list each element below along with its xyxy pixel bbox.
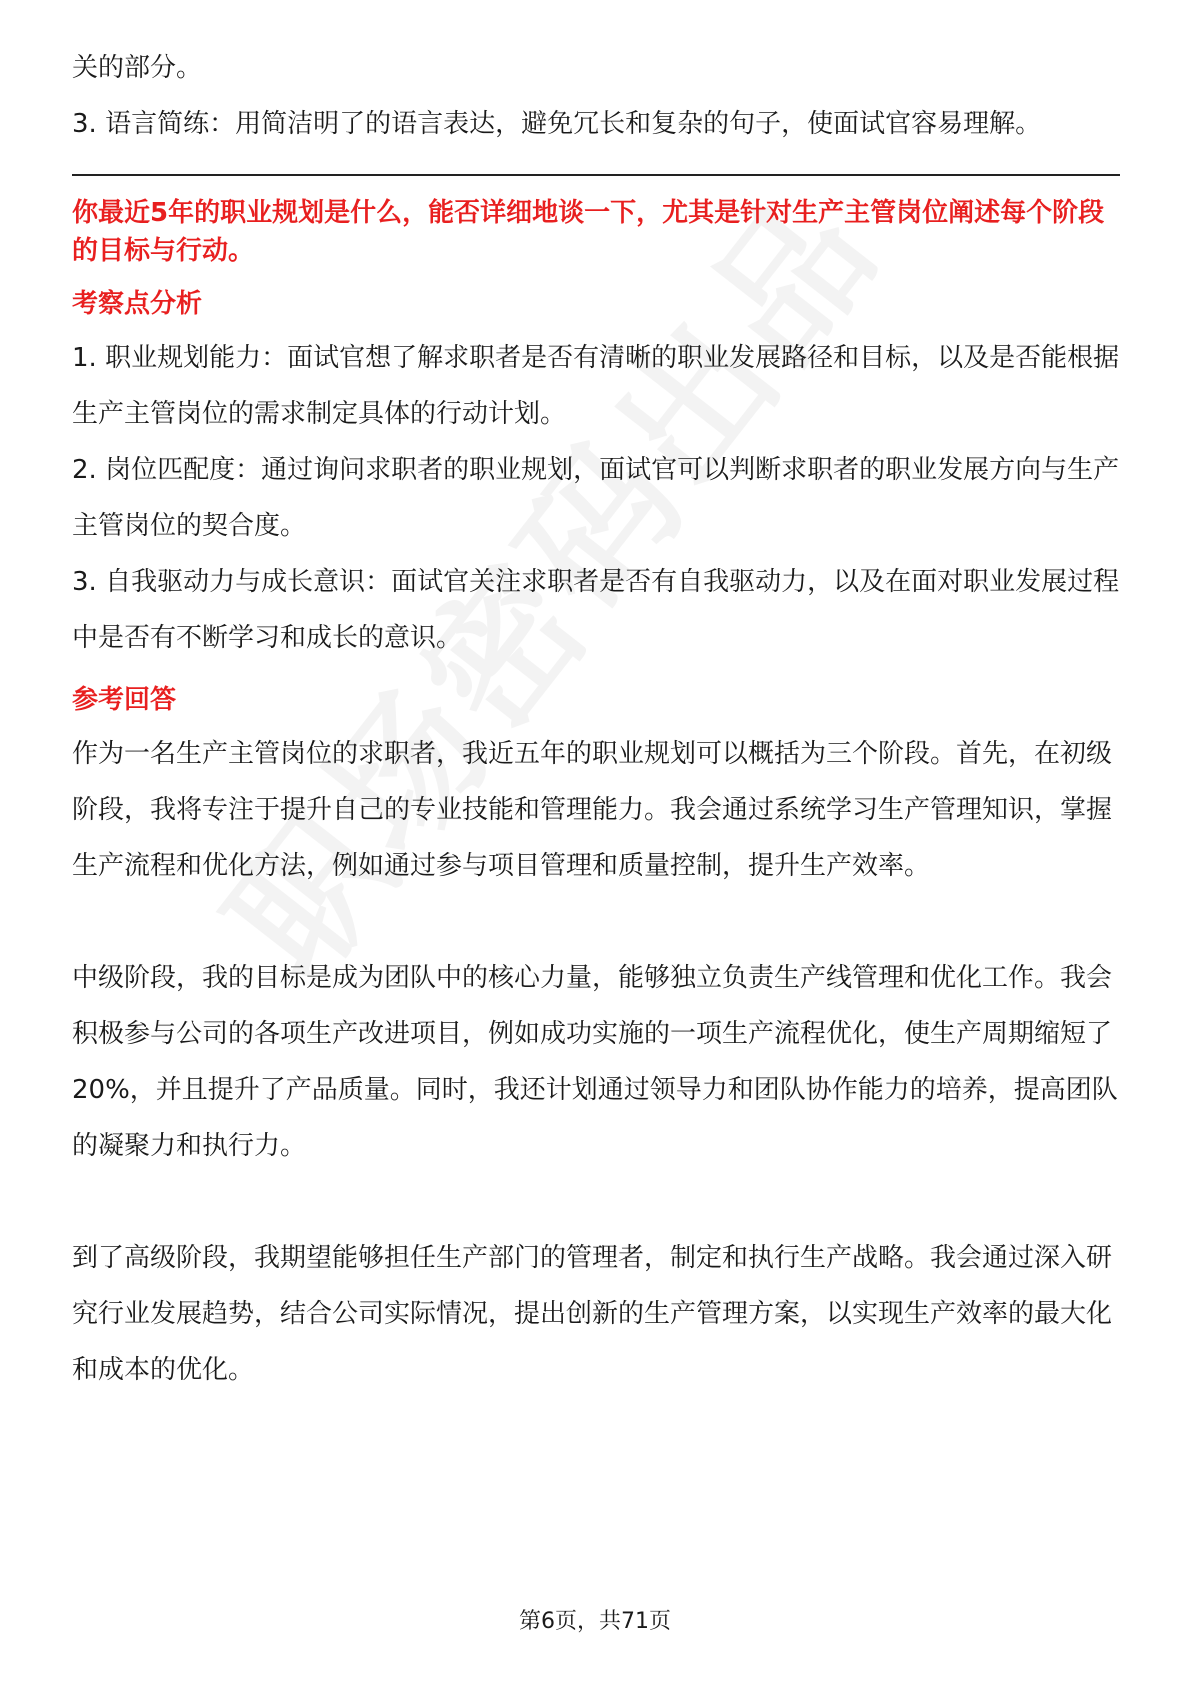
section-divider	[72, 174, 1120, 176]
answer-paragraph-2: 中级阶段，我的目标是成为团队中的核心力量，能够独立负责生产线管理和优化工作。我会积极参与公司的各项生产改进项目，例如成功实施的一项生产流程优化，使生产周期缩短了20%，并且提升了产品质量。同时，我还计划通过领导力和团队协作能力的培养，提高团队的凝聚力和执行力。	[72, 963, 1118, 1161]
analysis-title: 考察点分析	[72, 289, 203, 319]
answer-title: 参考回答	[72, 685, 177, 715]
page-number: 第6页，共71页	[519, 1609, 671, 1634]
intro-item-3: 3. 语言简练：用简洁明了的语言表达，避免冗长和复杂的句子，使面试官容易理解。	[72, 109, 1042, 139]
document-body	[72, 40, 1120, 1398]
paragraph-gap	[72, 1174, 1120, 1230]
analysis-item-3: 3. 自我驱动力与成长意识：面试官关注求职者是否有自我驱动力，以及在面对职业发展过程中是否有不断学习和成长的意识。	[72, 567, 1120, 653]
answer-paragraph-3: 到了高级阶段，我期望能够担任生产部门的管理者，制定和执行生产战略。我会通过深入研究行业发展趋势，结合公司实际情况，提出创新的生产管理方案，以实现生产效率的最大化和成本的优化。	[72, 1243, 1113, 1385]
paragraph-gap	[72, 894, 1120, 950]
answer-paragraph-1: 作为一名生产主管岗位的求职者，我近五年的职业规划可以概括为三个阶段。首先，在初级阶段，我将专注于提升自己的专业技能和管理能力。我会通过系统学习生产管理知识，掌握生产流程和优化方法，例如通过参与项目管理和质量控制，提升生产效率。	[72, 739, 1113, 881]
analysis-item-2: 2. 岗位匹配度：通过询问求职者的职业规划，面试官可以判断求职者的职业发展方向与生产主管岗位的契合度。	[72, 455, 1120, 541]
interview-question: 你最近5年的职业规划是什么，能否详细地谈一下，尤其是针对生产主管岗位阐述每个阶段的目标与行动。	[72, 198, 1105, 266]
analysis-item-1: 1. 职业规划能力：面试官想了解求职者是否有清晰的职业发展路径和目标，以及是否能根据生产主管岗位的需求制定具体的行动计划。	[72, 343, 1120, 429]
intro-continuation: 关的部分。	[72, 53, 203, 83]
